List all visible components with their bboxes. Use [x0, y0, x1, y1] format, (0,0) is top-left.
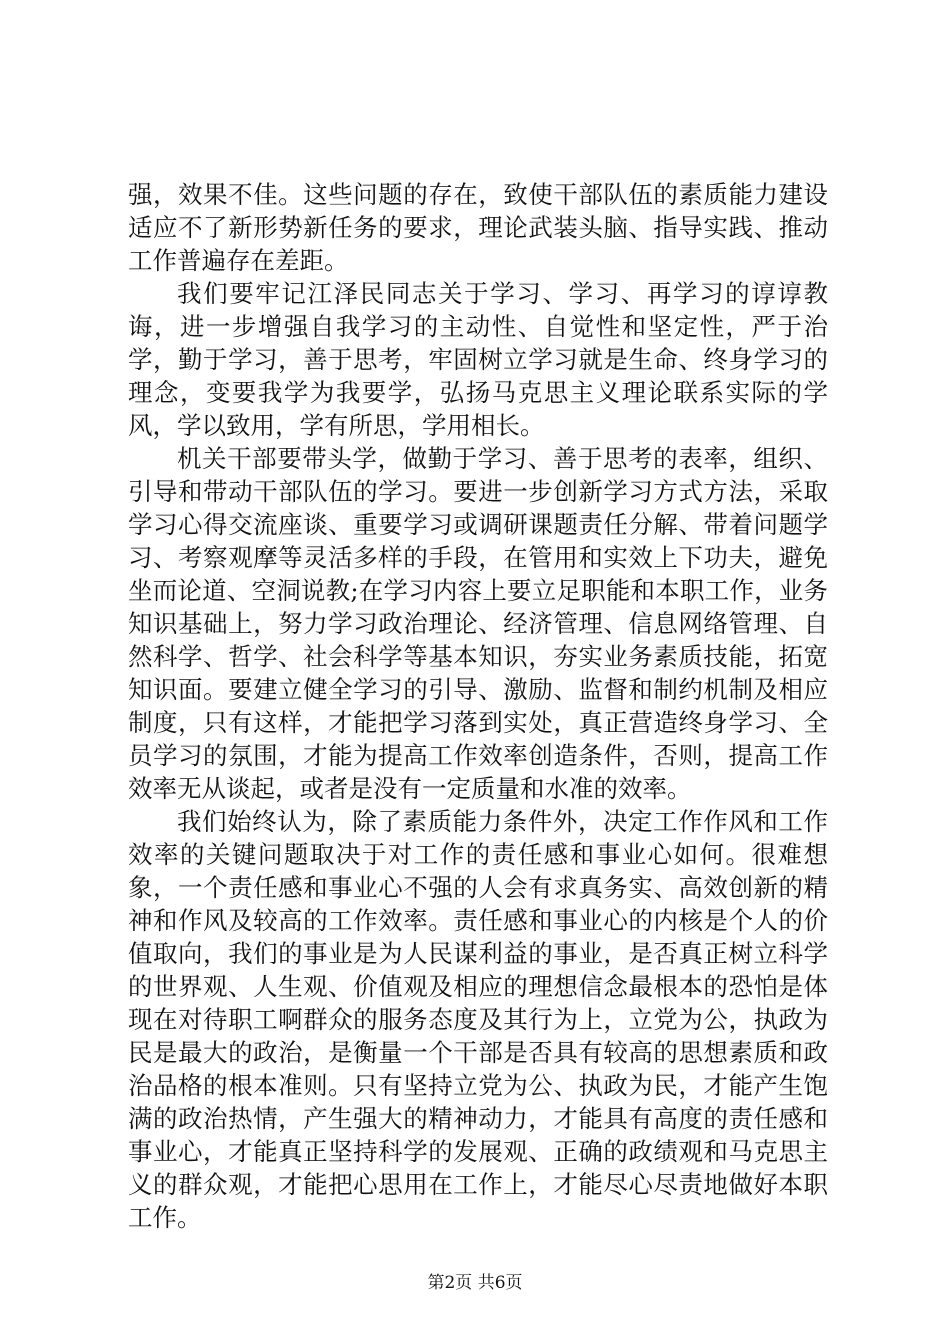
paragraph-continuation: 强，效果不佳。这些问题的存在，致使干部队伍的素质能力建设适应不了新形势新任务的要求，理论武装头脑、指导实践、推动工作普遍存在差距。 [128, 180, 828, 275]
paragraph-responsibility: 我们始终认为，除了素质能力条件外，决定工作作风和工作效率的关键问题取决于对工作的责任感和事业心如何。很难想象，一个责任感和事业心不强的人会有求真务实、高效创新的精神和作风及较高的工作效率。责任感和事业心的内核是个人的价值取向，我们的事业是为人民谋利益的事业，是否真正树立科学的世界观、人生观、价值观及相应的理想信念最根本的恐怕是体现在对待职工啊群众的服务态度及其行为上，立党为公，执政为民是最大的政治，是衡量一个干部是否具有较高的思想素质和政治品格的根本准则。只有坚持立党为公、执政为民，才能产生饱满的政治热情，产生强大的精神动力，才能具有高度的责任感和事业心，才能真正坚持科学的发展观、正确的政绩观和马克思主义的群众观，才能把心思用在工作上，才能尽心尽责地做好本职工作。 [128, 807, 828, 1232]
paragraph-study: 我们要牢记江泽民同志关于学习、学习、再学习的谆谆教诲，进一步增强自我学习的主动性、自觉性和坚定性，严于治学，勤于学习，善于思考，牢固树立学习就是生命、终身学习的理念，变要我学为我要学，弘扬马克思主义理论联系实际的学风，学以致用，学有所思，学用相长。 [128, 279, 828, 440]
page-footer: 第2页 共6页 [427, 1273, 523, 1293]
document-body [128, 178, 828, 1234]
paragraph-cadres: 机关干部要带头学，做勤于学习、善于思考的表率，组织、引导和带动干部队伍的学习。要进一步创新学习方式方法，采取学习心得交流座谈、重要学习或调研课题责任分解、带着问题学习、考察观摩等灵活多样的手段，在管用和实效上下功夫，避免坐而论道、空洞说教;在学习内容上要立足职能和本职工作，业务知识基础上，努力学习政治理论、经济管理、信息网络管理、自然科学、哲学、社会科学等基本知识，夯实业务素质技能，拓宽知识面。要建立健全学习的引导、激励、监督和制约机制及相应制度，只有这样，才能把学习落到实处，真正营造终身学习、全员学习的氛围，才能为提高工作效率创造条件，否则，提高工作效率无从谈起，或者是没有一定质量和水准的效率。 [128, 444, 828, 803]
